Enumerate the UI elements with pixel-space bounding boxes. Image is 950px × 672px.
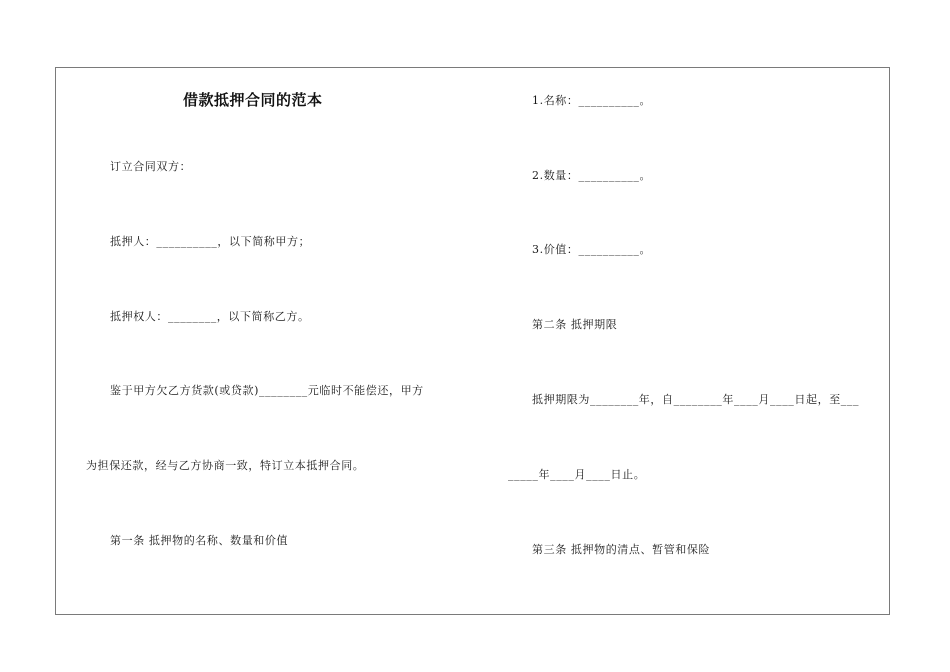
item-quantity-line: 2.数量：__________。 bbox=[532, 169, 652, 182]
page-border bbox=[55, 67, 890, 615]
term-line-1: 抵押期限为________年，自________年____月____日起，至___ bbox=[532, 393, 860, 406]
article-3-heading: 第三条 抵押物的清点、暂管和保险 bbox=[532, 543, 711, 556]
preamble-line-1: 鉴于甲方欠乙方货款(或贷款)________元临时不能偿还，甲方 bbox=[110, 384, 424, 397]
mortgagor-line: 抵押人：__________，以下简称甲方； bbox=[110, 235, 311, 248]
term-line-2: _____年____月____日止。 bbox=[508, 468, 646, 481]
document-title: 借款抵押合同的范本 bbox=[183, 91, 323, 109]
item-name-line: 1.名称：__________。 bbox=[532, 94, 652, 107]
article-1-heading: 第一条 抵押物的名称、数量和价值 bbox=[110, 534, 289, 547]
preamble-line-2: 为担保还款，经与乙方协商一致，特订立本抵押合同。 bbox=[86, 459, 365, 472]
article-2-heading: 第二条 抵押期限 bbox=[532, 318, 618, 331]
mortgagee-line: 抵押权人：________，以下简称乙方。 bbox=[110, 310, 310, 323]
item-value-line: 3.价值：__________。 bbox=[532, 243, 652, 256]
parties-heading: 订立合同双方： bbox=[110, 160, 192, 173]
